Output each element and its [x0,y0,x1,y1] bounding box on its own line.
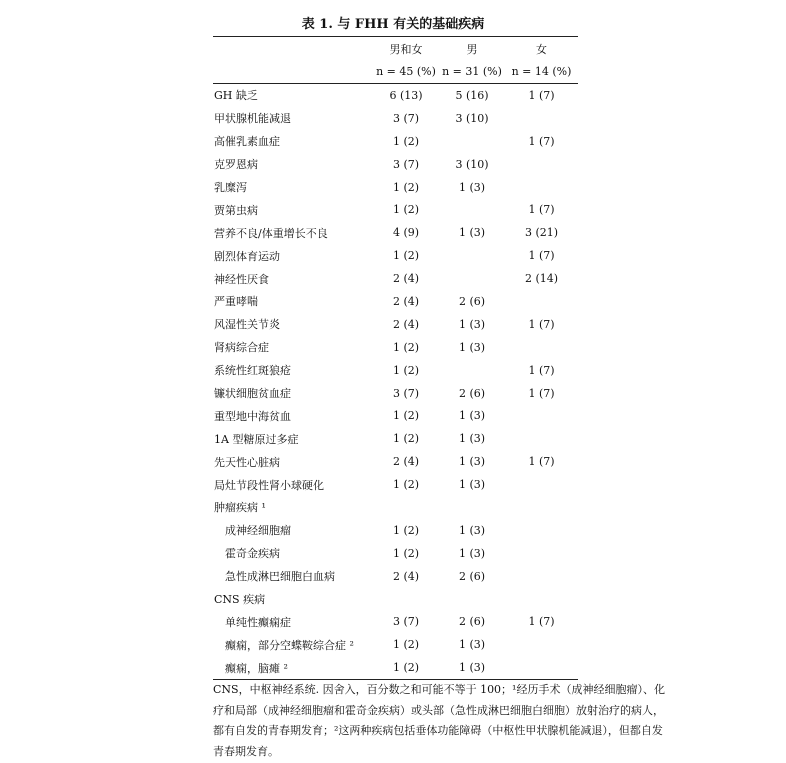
row-label: 癫痫，脑瘫 ² [213,656,373,679]
row-label: 重型地中海贫血 [214,409,291,423]
data-table [213,36,578,680]
row-label: 甲状腺机能减退 [214,112,291,126]
cell-all [373,588,439,611]
cell-female [505,290,578,313]
row-label: 神经性厌食 [214,272,269,286]
cell-all: 3 (7) [392,111,420,125]
table-row [213,290,578,313]
row-label: 系统性红斑狼疮 [214,364,291,378]
cell-female [505,542,578,565]
row-label: 1A 型糖原过多症 [214,432,299,446]
table-row [213,221,578,244]
header-blank [213,60,373,84]
cell-all: 1 (2) [392,409,420,423]
table-row [213,153,578,176]
row-label: 镰状细胞贫血症 [214,387,291,401]
cell-female [505,656,578,679]
cell-female: 2 (14) [524,272,559,286]
cell-male: 1 (3) [458,455,486,469]
cell-male: 1 (3) [458,638,486,652]
cell-male: 1 (3) [458,317,486,331]
cell-female [505,176,578,199]
cell-all: 1 (2) [392,363,420,377]
table-row [213,84,578,107]
header-count-all: n = 45 (%) [373,60,439,84]
table-row [213,130,578,153]
row-label: 霍奇金疾病 [225,547,280,561]
table-row [213,313,578,336]
cell-female [505,565,578,588]
cell-female: 1 (7) [528,615,555,629]
table-row [213,656,578,679]
cell-female [505,336,578,359]
table-row [213,519,578,542]
table-row [213,450,578,473]
cell-all: 2 (4) [392,455,420,469]
cell-all: 1 (2) [392,340,420,354]
cell-all: 1 (2) [392,203,420,217]
table-row [213,427,578,450]
cell-male: 1 (3) [439,656,505,679]
cell-all: 2 (4) [392,317,420,331]
row-label: 癫痫，部分空蝶鞍综合症 ² [225,638,354,652]
cell-male: 1 (3) [458,478,486,492]
cell-female [505,588,578,611]
cell-female: 1 (7) [528,363,555,377]
cell-female [505,107,578,130]
header-male: 男 [466,42,478,56]
row-label: 肿瘤疾病 ¹ [214,501,266,515]
row-label: GH 缺乏 [214,89,258,103]
cell-male: 1 (3) [458,432,486,446]
header-row-counts [213,60,578,84]
cell-all: 1 (2) [392,546,420,560]
cell-female [505,153,578,176]
cell-male [439,244,505,267]
cell-female: 1 (7) [528,386,555,400]
cell-all: 1 (2) [392,478,420,492]
cell-male [439,359,505,382]
cell-male: 1 (3) [458,180,486,194]
cell-all: 1 (2) [392,523,420,537]
header-all: 男和女 [389,42,423,56]
cell-female [505,496,578,519]
cell-male: 2 (6) [458,615,486,629]
cell-all: 2 (4) [392,569,420,583]
cell-male [439,198,505,221]
cell-female: 1 (7) [528,455,555,469]
cell-female: 1 (7) [528,203,555,217]
header-row-labels [213,37,578,61]
cell-female [505,427,578,450]
cell-all: 1 (2) [392,180,420,194]
header-count-male: n = 31 (%) [439,60,505,84]
cell-male: 2 (6) [458,386,486,400]
cell-male: 3 (10) [455,157,489,171]
cell-male: 1 (3) [458,340,486,354]
cell-all: 1 (2) [392,638,420,652]
table-row [213,610,578,633]
table-row [213,633,578,656]
table-row [213,404,578,427]
cell-all: 1 (2) [392,432,420,446]
row-label: 高催乳素血症 [214,135,280,149]
cell-female [505,633,578,656]
table-row [213,588,578,611]
cell-male: 1 (3) [458,226,486,240]
cell-all: 1 (2) [373,656,439,679]
table-row [213,198,578,221]
cell-male [439,496,505,519]
cell-all: 6 (13) [389,88,423,102]
table-row [213,542,578,565]
cell-all: 1 (2) [392,134,420,148]
table-row [213,336,578,359]
cell-female: 3 (21) [524,226,559,240]
table-row [213,473,578,496]
cell-all: 2 (4) [392,294,420,308]
cell-male: 2 (6) [458,569,486,583]
row-label: 急性成淋巴细胞白血病 [225,570,335,584]
table-row [213,382,578,405]
row-label: CNS 疾病 [214,593,266,607]
cell-all: 2 (4) [392,272,420,286]
cell-male: 1 (3) [458,409,486,423]
row-label: 贾第虫病 [214,203,258,217]
row-label: 成神经细胞瘤 [225,524,291,538]
cell-male: 1 (3) [458,546,486,560]
cell-all: 3 (7) [392,386,420,400]
cell-male: 5 (16) [455,88,489,102]
cell-all: 3 (7) [392,157,420,171]
row-label: 营养不良/体重增长不良 [214,226,328,240]
row-label: 剧烈体育运动 [214,249,280,263]
table-body [213,84,578,680]
cell-all [373,496,439,519]
cell-female [505,473,578,496]
table-title: 表 1. 与 FHH 有关的基础疾病 [301,17,485,32]
table-row [213,359,578,382]
row-label: 风湿性关节炎 [214,318,280,332]
cell-all: 4 (9) [392,226,420,240]
cell-male: 1 (3) [458,523,486,537]
cell-female [505,404,578,427]
cell-male: 3 (10) [455,111,489,125]
table-row [213,565,578,588]
cell-male [439,130,505,153]
cell-male [439,588,505,611]
cell-female: 1 (7) [528,134,555,148]
table-row [213,267,578,290]
cell-female: 1 (7) [528,249,555,263]
table-row [213,244,578,267]
row-label: 克罗恩病 [214,158,258,172]
row-label: 单纯性癫痫症 [225,615,291,629]
cell-female: 1 (7) [528,88,555,102]
header-count-female: n = 14 (%) [505,60,578,84]
table-row [213,107,578,130]
cell-male: 2 (6) [458,294,486,308]
row-label: 局灶节段性肾小球硬化 [214,478,324,492]
cell-female: 1 (7) [528,317,555,331]
row-label: 肾病综合症 [214,341,269,355]
table-row [213,496,578,519]
cell-all: 3 (7) [392,615,420,629]
cell-female [505,519,578,542]
cell-male [439,267,505,290]
footnote: CNS，中枢神经系统. 因舍入，百分数之和可能不等于 100；¹经历手术（成神经细胞瘤）、化疗和局部（成神经细胞瘤和霍奇金疾病）或头部（急性成淋巴细胞白细胞）放射治疗的病人，都有自发的青春期发育；²这两种疾病包括垂体功能障碍（中枢性甲状腺机能减退），但都自发青春期发育。 [213,683,665,758]
row-label: 乳糜泻 [214,181,247,194]
header-blank [213,37,373,61]
cell-all: 1 (2) [392,249,420,263]
row-label: 严重哮喘 [214,295,258,309]
row-label: 先天性心脏病 [214,455,280,469]
header-female: 女 [536,42,547,56]
table-row [213,176,578,199]
